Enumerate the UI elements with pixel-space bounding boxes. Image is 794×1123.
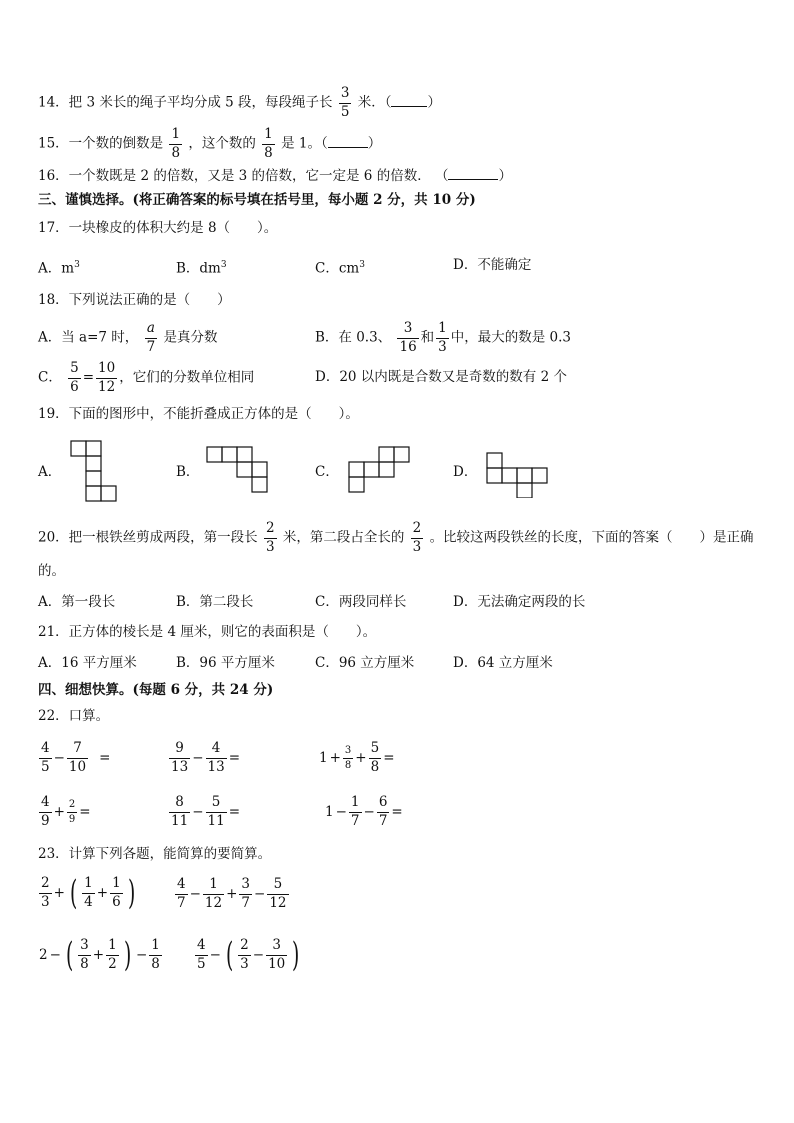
expression: $\frac{8}{11}$ − $\frac{5}{11}$ =: [171, 794, 240, 829]
net-square: [379, 447, 394, 462]
option-c[interactable]: C．: [315, 464, 339, 480]
expression: 1 − $\frac{1}{7}$ − $\frac{6}{7}$ =: [325, 794, 403, 829]
option-a[interactable]: A．16 平方厘米: [38, 655, 137, 671]
fraction: $\frac{3}{5}$: [340, 85, 350, 120]
cube-net-d: [486, 452, 550, 498]
question-21: 21．正方体的棱长是 4 厘米，则它的表面积是（ ）。: [38, 624, 377, 640]
net-square: [237, 447, 252, 462]
net-square: [207, 447, 222, 462]
fraction: $\frac{1}{3}$: [438, 320, 447, 355]
option-d[interactable]: D．不能确定: [453, 257, 532, 273]
net-square: [222, 447, 237, 462]
fraction: $\frac{4}{5}$: [197, 937, 206, 972]
fraction: $\frac{3}{10}$: [268, 937, 286, 972]
fraction: $\frac{1}{7}$: [350, 794, 360, 829]
section-heading-4: 四、细想快算。(每题 6 分，共 24 分): [38, 682, 274, 698]
fraction: $\frac{3}{16}$: [399, 320, 417, 355]
net-square: [252, 477, 267, 492]
fraction: $\frac{8}{11}$: [171, 794, 189, 829]
fraction: $\frac{2}{3}$: [41, 875, 50, 910]
fraction: $\frac{4}{5}$: [41, 740, 50, 775]
question-20: 20．把一根铁丝剪成两段，第一段长 $\frac{2}{3}$ 米，第二段占全长的 $\frac{2}{3}$ 。比较这两段铁丝的长度，下面的答案（ ）是正确: [38, 520, 754, 555]
fraction: $\frac{4}{13}$: [207, 740, 225, 775]
question-23: 23．计算下列各题，能简算的要简算。: [38, 846, 272, 862]
option-c[interactable]: C．96 立方厘米: [315, 655, 415, 671]
expression: $\frac{4}{7}$ − $\frac{1}{12}$ + $\frac{3}{7}$ − $\frac{5}{12}$: [177, 876, 287, 911]
fraction: $\frac{2}{9}$: [68, 798, 76, 825]
fraction: $\frac{6}{7}$: [378, 794, 388, 829]
net-square: [487, 453, 502, 468]
fraction: $\frac{1}{2}$: [108, 937, 117, 972]
expression: $\frac{4}{5}$ − $\frac{7}{10}$ =: [41, 740, 111, 775]
expression: $\frac{4}{9}$ + $\frac{2}{9}$ =: [41, 794, 91, 829]
fraction: $\frac{1}{4}$: [84, 875, 93, 910]
option-b[interactable]: B．$dm^3$: [176, 260, 227, 277]
fraction: $\frac{1}{6}$: [112, 875, 121, 910]
fraction: $\frac{1}{8}$: [264, 126, 273, 161]
option-c[interactable]: C． $\frac{5}{6}$ = $\frac{10}{12}$ ，它们的分数单位相同: [38, 360, 255, 395]
fraction: $\frac{7}{10}$: [68, 740, 87, 775]
net-square: [71, 441, 86, 456]
net-square: [86, 441, 101, 456]
fraction: $\frac{1}{8}$: [171, 126, 181, 161]
option-d[interactable]: D．64 立方厘米: [453, 655, 553, 671]
expression: 1 + $\frac{3}{8}$ + $\frac{5}{8}$ =: [319, 740, 395, 775]
option-a[interactable]: A．当 a=7 时， $\frac{a}{7}$ 是真分数: [38, 320, 218, 355]
fraction: $\frac{9}{13}$: [171, 740, 189, 775]
net-square: [349, 477, 364, 492]
fraction: $\frac{5}{11}$: [207, 794, 225, 829]
question-18: 18．下列说法正确的是（ ）: [38, 292, 231, 308]
net-square: [487, 468, 502, 483]
option-c[interactable]: C．$cm^3$: [315, 260, 365, 277]
expression: 2 − ( $\frac{3}{8}$ + $\frac{1}{2}$ ) − $\frac{1}{8}$: [39, 935, 160, 975]
fraction: $\frac{3}{8}$: [80, 937, 89, 972]
question-16: 16．一个数既是 2 的倍数，又是 3 的倍数，它一定是 6 的倍数． （ ）: [38, 168, 512, 184]
net-square: [349, 462, 364, 477]
option-d[interactable]: D．无法确定两段的长: [453, 594, 586, 610]
net-square: [532, 468, 547, 483]
cube-net-b: [206, 446, 270, 494]
question-14: 14．把 3 米长的绳子平均分成 5 段，每段绳子长 $\frac{3}{5}$ 米．（ ）: [38, 85, 441, 120]
fraction: $\frac{2}{3}$: [412, 520, 422, 555]
option-b[interactable]: B．96 平方厘米: [176, 655, 275, 671]
cube-net-c: [348, 446, 412, 494]
option-c[interactable]: C．两段同样长: [315, 594, 407, 610]
fraction: $\frac{a}{7}$: [146, 320, 156, 355]
option-a[interactable]: A．第一段长: [38, 594, 116, 610]
question-22: 22．口算。: [38, 708, 110, 724]
fraction: $\frac{1}{12}$: [204, 876, 223, 911]
net-square: [364, 462, 379, 477]
answer-blank[interactable]: [391, 94, 427, 107]
answer-blank[interactable]: [328, 135, 368, 148]
net-square: [379, 462, 394, 477]
expression: $\frac{2}{3}$ + ( $\frac{1}{4}$ + $\frac{1}{6}$ ): [41, 873, 135, 913]
fraction: $\frac{3}{7}$: [241, 876, 250, 911]
option-a[interactable]: A．: [38, 464, 62, 480]
fraction: $\frac{10}{12}$: [98, 360, 116, 395]
question-19: 19．下面的图形中，不能折叠成正方体的是（ ）。: [38, 406, 359, 422]
option-a[interactable]: A．$m^3$: [38, 260, 80, 277]
fraction: $\frac{3}{8}$: [344, 744, 352, 771]
net-square: [517, 468, 532, 483]
net-square: [86, 486, 101, 501]
fraction: $\frac{2}{3}$: [240, 937, 249, 972]
net-square: [252, 462, 267, 477]
fraction: $\frac{5}{12}$: [269, 876, 287, 911]
cube-net-a: [70, 440, 120, 502]
section-heading-3: 三、谨慎选择。(将正确答案的标号填在括号里，每小题 2 分，共 10 分): [38, 192, 476, 208]
question-17: 17．一块橡皮的体积大约是 8（ ）。: [38, 220, 278, 236]
fraction: $\frac{4}{7}$: [177, 876, 186, 911]
net-square: [86, 456, 101, 471]
fraction: $\frac{1}{8}$: [151, 937, 160, 972]
fraction: $\frac{5}{6}$: [70, 360, 79, 395]
net-square: [101, 486, 116, 501]
option-d[interactable]: D．: [453, 464, 478, 480]
fraction: $\frac{5}{8}$: [370, 740, 380, 775]
question-20-continued: 的。: [38, 563, 65, 579]
net-square: [237, 462, 252, 477]
expression: $\frac{4}{5}$ − ( $\frac{2}{3}$ − $\frac{3}{10}$ ): [197, 935, 300, 975]
option-b[interactable]: B．第二段长: [176, 594, 254, 610]
fraction: $\frac{2}{3}$: [265, 520, 275, 555]
option-b[interactable]: B．在 0.3、 $\frac{3}{16}$ 和 $\frac{1}{3}$ 中，最大的数是 0.3: [315, 320, 572, 355]
net-square: [86, 471, 101, 486]
expression: $\frac{9}{13}$ − $\frac{4}{13}$ =: [171, 740, 240, 775]
net-square: [517, 483, 532, 498]
question-15: 15．一个数的倒数是 $\frac{1}{8}$ ，这个数的 $\frac{1}{8}$ 是 1。（ ）: [38, 126, 382, 161]
fraction: $\frac{4}{9}$: [41, 794, 50, 829]
answer-blank[interactable]: [448, 167, 498, 180]
net-square: [394, 447, 409, 462]
option-b[interactable]: B．: [176, 464, 200, 480]
option-d[interactable]: D．20 以内既是合数又是奇数的数有 2 个: [315, 369, 567, 385]
net-square: [502, 468, 517, 483]
